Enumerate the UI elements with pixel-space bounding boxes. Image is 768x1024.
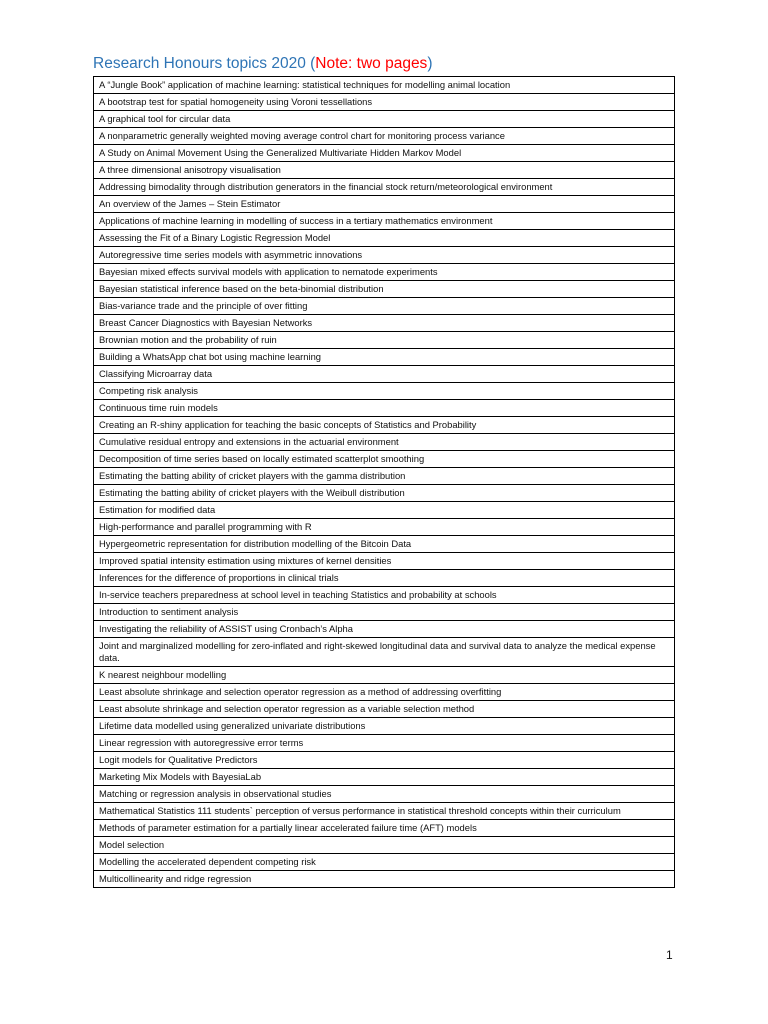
topic-row — [94, 230, 675, 247]
topic-row — [94, 752, 675, 769]
topic-cell: Improved spatial intensity estimation using mixtures of kernel densities — [94, 553, 675, 570]
topic-cell: A bootstrap test for spatial homogeneity using Voroni tessellations — [94, 94, 675, 111]
topic-row — [94, 298, 675, 315]
topic-row — [94, 366, 675, 383]
topic-row — [94, 701, 675, 718]
topic-row — [94, 264, 675, 281]
title-close: ) — [427, 55, 433, 72]
topic-row — [94, 145, 675, 162]
topic-row — [94, 871, 675, 888]
topic-row — [94, 718, 675, 735]
topic-row — [94, 468, 675, 485]
topic-cell: Joint and marginalized modelling for zero-inflated and right-skewed longitudinal data and survival data to analyze the medical expense data. — [94, 638, 675, 667]
page-title — [93, 54, 432, 74]
topic-cell: In-service teachers preparedness at school level in teaching Statistics and probability at schools — [94, 587, 675, 604]
topic-cell: Autoregressive time series models with asymmetric innovations — [94, 247, 675, 264]
topic-cell: A graphical tool for circular data — [94, 111, 675, 128]
topics-table — [93, 76, 675, 888]
topic-row — [94, 667, 675, 684]
topic-cell: Marketing Mix Models with BayesiaLab — [94, 769, 675, 786]
topic-row — [94, 94, 675, 111]
topic-cell: A “Jungle Book” application of machine learning: statistical techniques for modelling animal location — [94, 77, 675, 94]
topic-cell: Classifying Microarray data — [94, 366, 675, 383]
topic-row — [94, 332, 675, 349]
topic-row — [94, 570, 675, 587]
topic-cell: Estimation for modified data — [94, 502, 675, 519]
topic-cell: Introduction to sentiment analysis — [94, 604, 675, 621]
topic-row — [94, 179, 675, 196]
topics-table-body — [94, 77, 675, 888]
topic-cell: A nonparametric generally weighted moving average control chart for monitoring process variance — [94, 128, 675, 145]
topic-row — [94, 349, 675, 366]
title-note: Note: two pages — [315, 55, 428, 72]
topic-cell: Multicollinearity and ridge regression — [94, 871, 675, 888]
topic-row — [94, 536, 675, 553]
topic-cell: Least absolute shrinkage and selection operator regression as a method of addressing overfitting — [94, 684, 675, 701]
topic-cell: Bayesian mixed effects survival models with application to nematode experiments — [94, 264, 675, 281]
topic-cell: Bias-variance trade and the principle of over fitting — [94, 298, 675, 315]
topic-row — [94, 315, 675, 332]
title-main: Research Honours topics 2020 ( — [93, 55, 316, 72]
topic-cell: A three dimensional anisotropy visualisation — [94, 162, 675, 179]
topic-cell: K nearest neighbour modelling — [94, 667, 675, 684]
topic-row — [94, 383, 675, 400]
topic-cell: Modelling the accelerated dependent competing risk — [94, 854, 675, 871]
topic-row — [94, 684, 675, 701]
topic-cell: Logit models for Qualitative Predictors — [94, 752, 675, 769]
topic-row — [94, 553, 675, 570]
topic-row — [94, 735, 675, 752]
topic-row — [94, 769, 675, 786]
topic-row — [94, 837, 675, 854]
topic-cell: High-performance and parallel programming with R — [94, 519, 675, 536]
topic-cell: Competing risk analysis — [94, 383, 675, 400]
topic-row — [94, 162, 675, 179]
topic-row — [94, 485, 675, 502]
topic-cell: Continuous time ruin models — [94, 400, 675, 417]
topic-cell: Addressing bimodality through distribution generators in the financial stock return/meteorological environment — [94, 179, 675, 196]
topic-cell: An overview of the James – Stein Estimator — [94, 196, 675, 213]
topic-cell: Lifetime data modelled using generalized univariate distributions — [94, 718, 675, 735]
topic-cell: Matching or regression analysis in observational studies — [94, 786, 675, 803]
topic-cell: Decomposition of time series based on locally estimated scatterplot smoothing — [94, 451, 675, 468]
topic-cell: Investigating the reliability of ASSIST using Cronbach’s Alpha — [94, 621, 675, 638]
topic-cell: Mathematical Statistics 111 students` perception of versus performance in statistical threshold concepts within their curriculum — [94, 803, 675, 820]
topic-cell: Building a WhatsApp chat bot using machine learning — [94, 349, 675, 366]
topic-row — [94, 502, 675, 519]
topic-cell: Estimating the batting ability of cricket players with the Weibull distribution — [94, 485, 675, 502]
topic-row — [94, 434, 675, 451]
topic-cell: Estimating the batting ability of cricket players with the gamma distribution — [94, 468, 675, 485]
topic-cell: Breast Cancer Diagnostics with Bayesian Networks — [94, 315, 675, 332]
topic-row — [94, 621, 675, 638]
topic-row — [94, 77, 675, 94]
topic-row — [94, 247, 675, 264]
topic-row — [94, 786, 675, 803]
topic-row — [94, 451, 675, 468]
topic-cell: Linear regression with autoregressive error terms — [94, 735, 675, 752]
topic-cell: Inferences for the difference of proportions in clinical trials — [94, 570, 675, 587]
topic-row — [94, 400, 675, 417]
topic-row — [94, 803, 675, 820]
topic-row — [94, 638, 675, 667]
topic-cell: Methods of parameter estimation for a partially linear accelerated failure time (AFT) models — [94, 820, 675, 837]
topic-cell: Model selection — [94, 837, 675, 854]
topic-row — [94, 604, 675, 621]
topic-row — [94, 519, 675, 536]
topic-cell: Bayesian statistical inference based on the beta-binomial distribution — [94, 281, 675, 298]
topic-row — [94, 587, 675, 604]
topic-row — [94, 111, 675, 128]
topic-row — [94, 213, 675, 230]
topic-cell: Creating an R-shiny application for teaching the basic concepts of Statistics and Probability — [94, 417, 675, 434]
topic-cell: Hypergeometric representation for distribution modelling of the Bitcoin Data — [94, 536, 675, 553]
page-number: 1 — [666, 948, 673, 962]
topic-cell: Applications of machine learning in modelling of success in a tertiary mathematics environment — [94, 213, 675, 230]
topic-cell: Least absolute shrinkage and selection operator regression as a variable selection method — [94, 701, 675, 718]
topic-row — [94, 281, 675, 298]
topic-row — [94, 417, 675, 434]
topic-cell: Brownian motion and the probability of ruin — [94, 332, 675, 349]
topic-row — [94, 196, 675, 213]
topic-row — [94, 820, 675, 837]
topic-cell: A Study on Animal Movement Using the Generalized Multivariate Hidden Markov Model — [94, 145, 675, 162]
topic-row — [94, 128, 675, 145]
topic-cell: Cumulative residual entropy and extensions in the actuarial environment — [94, 434, 675, 451]
topic-cell: Assessing the Fit of a Binary Logistic Regression Model — [94, 230, 675, 247]
topic-row — [94, 854, 675, 871]
